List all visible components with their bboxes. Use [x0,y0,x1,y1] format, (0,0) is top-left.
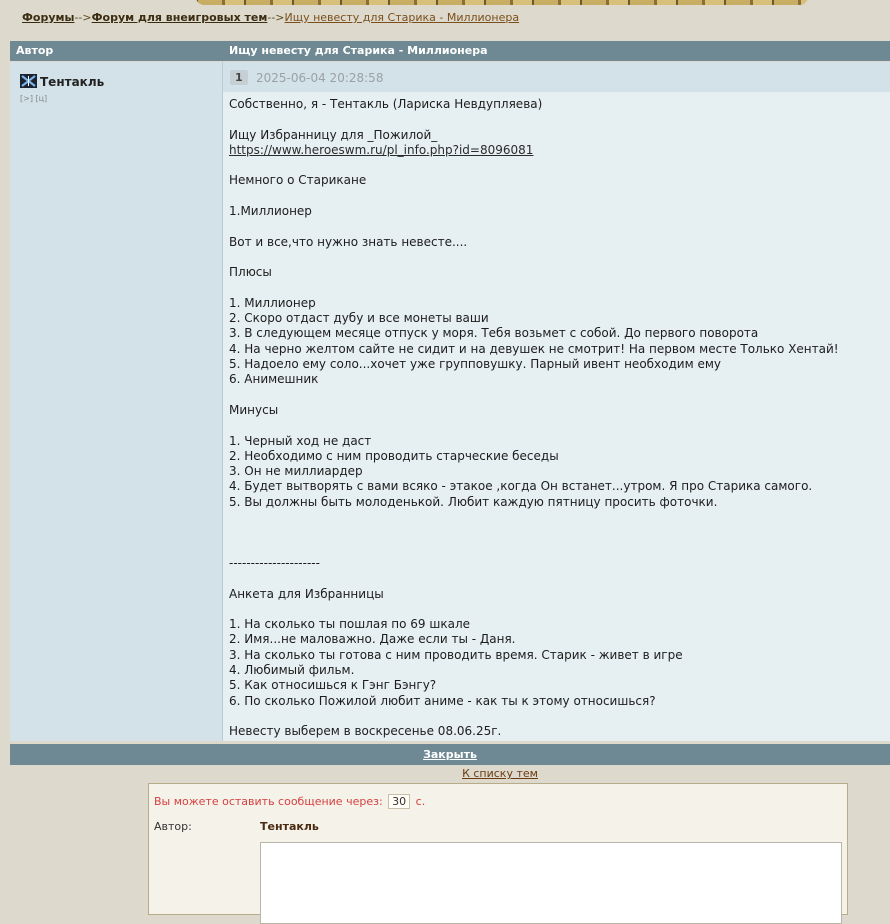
post-blank-line [229,158,890,173]
breadcrumb-topic-link[interactable]: Ищу невесту для Старика - Миллионера [284,11,520,24]
reply-author-name: Тентакль [260,820,319,833]
author-links[interactable]: [>] [ц] [20,94,48,103]
topic-list-link[interactable]: К списку тем [462,767,538,780]
clan-emblem-icon[interactable] [20,74,37,88]
post-line: 3. В следующем месяце отпуск у моря. Тебя возьмет с собой. До первого поворота [229,326,759,341]
post-line: Минусы [229,402,279,417]
post-blank-line [229,388,890,403]
post-line: 2. Имя...не маловажно. Даже если ты - Даня. [229,632,516,647]
post-blank-line [229,219,890,234]
breadcrumb-separator: --> [74,11,92,24]
cooldown-timer: 30 [388,794,410,809]
post-line: 1. На сколько ты пошлая по 69 шкале [229,617,471,632]
post-content-column [223,62,890,741]
reply-form [148,783,848,915]
topic-table [10,41,890,739]
post-line: 4. Любимый фильм. [229,662,355,677]
post-cooldown-notice [154,794,425,809]
post [10,62,890,741]
post-author-column [10,62,223,741]
post-line [229,143,890,158]
post-line: 1.Миллионер [229,204,312,219]
post-blank-line [229,709,890,724]
post-line: 1. Черный ход не даст [229,433,372,448]
post-line: 5. Вы должны быть молоденькой. Любит каждую пятницу просить фоточки. [229,494,718,509]
post-line: Вот и все,что нужно знать невесте.... [229,234,468,249]
column-topic-header: Ищу невесту для Старика - Миллионера [229,44,488,57]
post-line: 4. Будет вытворять с вами всяко - этакое ,когда Он встанет...утром. Я про Старика самого. [229,479,813,494]
post-line: 6. Анимешник [229,372,319,387]
post-line: Невесту выберем в воскресенье 08.06.25г. [229,724,502,739]
post-line: 2. Необходимо с ним проводить старческие беседы [229,448,559,463]
post-line: Ищу Избранницу для _Пожилой_ [229,127,438,142]
post-line: 3. На сколько ты готова с ним проводить время. Старик - живет в игре [229,647,683,662]
to-list-container [0,767,890,780]
column-author-header: Автор [16,44,54,57]
post-line: 5. Надоело ему соло...хочет уже групповушку. Парный ивент необходим ему [229,357,721,372]
breadcrumb [22,11,519,24]
post-line: 5. Как относишься к Гэнг Бэнгу? [229,678,437,693]
post-line: 1. Миллионер [229,295,316,310]
notice-suffix: с. [415,795,426,808]
post-line: Плюсы [229,265,272,280]
post-line: Анкета для Избранницы [229,586,384,601]
post-blank-line [229,510,890,525]
post-body [223,92,890,739]
post-date: 2025-06-04 20:28:58 [256,71,384,85]
post-line: 6. По сколько Пожилой любит аниме - как ты к этому относишься? [229,693,656,708]
post-line: 2. Скоро отдаст дубу и все монеты ваши [229,311,489,326]
post-line: Немного о Старикане [229,173,367,188]
table-header [10,41,890,61]
post-meta [223,62,890,92]
author-info [20,74,104,89]
post-blank-line [229,112,890,127]
close-topic-link[interactable]: Закрыть [423,748,477,761]
message-textarea[interactable] [260,842,842,924]
post-line: Собственно, я - Тентакль (Лариска Невдупляева) [229,97,543,111]
post-profile-link[interactable]: https://www.heroeswm.ru/pl_info.php?id=8096081 [229,142,534,157]
post-blank-line [229,571,890,586]
post-blank-line [229,418,890,433]
reply-author-label: Автор: [154,820,192,833]
post-blank-line [229,602,890,617]
post-number[interactable]: 1 [230,70,248,85]
post-line: 4. На черно желтом сайте не сидит и на девушек не смотрит! На первом месте Только Хентай! [229,341,839,356]
breadcrumb-section-link[interactable]: Форум для внеигровых тем [91,11,268,24]
post-blank-line [229,281,890,296]
post-blank-line [229,189,890,204]
table-footer [10,744,890,765]
post-blank-line [229,525,890,540]
post-line: 3. Он не миллиардер [229,464,363,479]
author-name-link[interactable]: Тентакль [40,75,105,89]
post-blank-line [229,250,890,265]
breadcrumb-forums-link[interactable]: Форумы [22,11,75,24]
post-line: --------------------- [229,555,320,570]
header-decoration [196,0,808,5]
post-blank-line [229,541,890,556]
breadcrumb-separator: --> [267,11,285,24]
notice-prefix: Вы можете оставить сообщение через: [154,795,383,808]
